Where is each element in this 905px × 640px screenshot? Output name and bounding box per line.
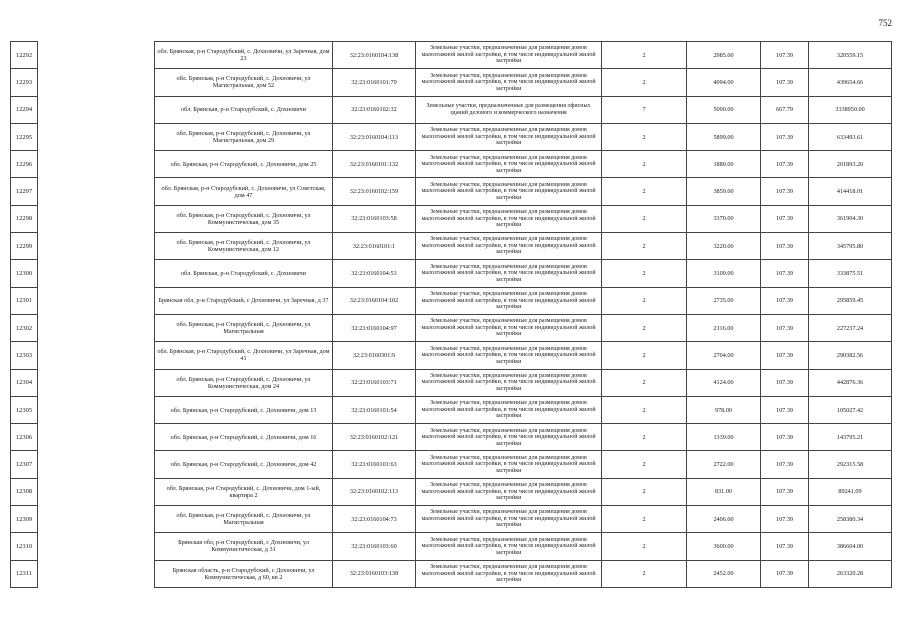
land-use-cell: Земельные участки, предназначенные для размещения домов малоэтажной жилой застройки, в том числе индивидуальной жилой застройки — [416, 260, 602, 287]
spacer-cell — [38, 233, 155, 260]
land-use-cell: Земельные участки, предназначенные для размещения домов малоэтажной жилой застройки, в том числе индивидуальной жилой застройки — [416, 451, 602, 478]
address-cell: Брянская область, р-н Стародубский, с Дохновичи, ул Коммунистическая, д 60, кв 2 — [155, 560, 333, 587]
cadastral-number-cell: 32:23:0160102:113 — [333, 478, 416, 505]
rate-cell: 107.39 — [761, 533, 809, 560]
spacer-cell — [38, 506, 155, 533]
row-id-cell: 12306 — [11, 424, 38, 451]
spacer-cell — [38, 314, 155, 341]
cadastral-value-cell: 105027.42 — [809, 396, 892, 423]
land-use-cell: Земельные участки, предназначенные для размещения домов малоэтажной жилой застройки, в том числе индивидуальной жилой застройки — [416, 178, 602, 205]
rate-cell: 667.79 — [761, 96, 809, 123]
cadastral-value-cell: 3338950.00 — [809, 96, 892, 123]
area-cell: 2452.00 — [687, 560, 761, 587]
table-row — [11, 69, 892, 96]
cadastral-value-cell: 320559.15 — [809, 42, 892, 69]
land-use-cell: Земельные участки, предназначенные для размещения домов малоэтажной жилой застройки, в том числе индивидуальной жилой застройки — [416, 396, 602, 423]
cadastral-value-cell: 361904.30 — [809, 205, 892, 232]
group-cell: 2 — [602, 233, 687, 260]
cadastral-value-cell: 290382.56 — [809, 342, 892, 369]
address-cell: обл. Брянская, р-н Стародубский, с. Дохновичи, ул Магистральная, дом 29 — [155, 123, 333, 150]
address-cell: обл. Брянская, р-н Стародубский, с. Дохновичи, дом 13 — [155, 396, 333, 423]
area-cell: 4124.00 — [687, 369, 761, 396]
area-cell: 3220.00 — [687, 233, 761, 260]
row-id-cell: 12310 — [11, 533, 38, 560]
cadastral-value-cell: 258380.34 — [809, 506, 892, 533]
address-cell: обл. Брянская, р-н Стародубский, с. Дохновичи, ул Коммунистическая, дом 35 — [155, 205, 333, 232]
cadastral-value-cell: 89241.09 — [809, 478, 892, 505]
land-use-cell: Земельные участки, предназначенные для размещения домов малоэтажной жилой застройки, в том числе индивидуальной жилой застройки — [416, 314, 602, 341]
page-number: 752 — [878, 18, 892, 28]
land-use-cell: Земельные участки, предназначенные для размещения домов малоэтажной жилой застройки, в том числе индивидуальной жилой застройки — [416, 560, 602, 587]
group-cell: 2 — [602, 506, 687, 533]
group-cell: 2 — [602, 560, 687, 587]
row-id-cell: 12295 — [11, 123, 38, 150]
cadastral-value-cell: 333875.51 — [809, 260, 892, 287]
area-cell: 831.00 — [687, 478, 761, 505]
area-cell: 2722.00 — [687, 451, 761, 478]
cadastral-number-cell: 32:23:0160104:138 — [333, 42, 416, 69]
row-id-cell: 12297 — [11, 178, 38, 205]
table-row — [11, 123, 892, 150]
row-id-cell: 12307 — [11, 451, 38, 478]
address-cell: обл. Брянская, р-н Стародубский, с. Дохновичи, дом 25 — [155, 151, 333, 178]
cadastral-value-cell: 345795.80 — [809, 233, 892, 260]
rate-cell: 107.39 — [761, 342, 809, 369]
area-cell: 3600.00 — [687, 533, 761, 560]
group-cell: 2 — [602, 287, 687, 314]
group-cell: 2 — [602, 396, 687, 423]
cadastral-number-cell: 32:23:0160104:53 — [333, 260, 416, 287]
spacer-cell — [38, 424, 155, 451]
spacer-cell — [38, 205, 155, 232]
land-use-cell: Земельные участки, предназначенные для размещения домов малоэтажной жилой застройки, в том числе индивидуальной жилой застройки — [416, 42, 602, 69]
cadastral-number-cell: 32:23:0160101:1 — [333, 233, 416, 260]
table-row — [11, 287, 892, 314]
row-id-cell: 12294 — [11, 96, 38, 123]
cadastral-value-cell: 633493.61 — [809, 123, 892, 150]
row-id-cell: 12305 — [11, 396, 38, 423]
cadastral-number-cell: 32:23:0160102:32 — [333, 96, 416, 123]
rate-cell: 107.39 — [761, 451, 809, 478]
group-cell: 2 — [602, 451, 687, 478]
land-registry-table — [10, 41, 892, 588]
group-cell: 2 — [602, 42, 687, 69]
table-row — [11, 205, 892, 232]
table-row — [11, 424, 892, 451]
row-id-cell: 12308 — [11, 478, 38, 505]
row-id-cell: 12311 — [11, 560, 38, 587]
group-cell: 2 — [602, 260, 687, 287]
area-cell: 3370.00 — [687, 205, 761, 232]
cadastral-number-cell: 32:23:0160301:9 — [333, 342, 416, 369]
cadastral-value-cell: 439654.66 — [809, 69, 892, 96]
spacer-cell — [38, 451, 155, 478]
row-id-cell: 12302 — [11, 314, 38, 341]
table-row — [11, 233, 892, 260]
land-use-cell: Земельные участки, предназначенные для размещения домов малоэтажной жилой застройки, в том числе индивидуальной жилой застройки — [416, 369, 602, 396]
area-cell: 3859.00 — [687, 178, 761, 205]
cadastral-number-cell: 32:23:0160103:58 — [333, 205, 416, 232]
row-id-cell: 12296 — [11, 151, 38, 178]
cadastral-value-cell: 386604.00 — [809, 533, 892, 560]
rate-cell: 107.39 — [761, 42, 809, 69]
spacer-cell — [38, 96, 155, 123]
table-row — [11, 369, 892, 396]
rate-cell: 107.39 — [761, 287, 809, 314]
spacer-cell — [38, 42, 155, 69]
group-cell: 2 — [602, 178, 687, 205]
land-use-cell: Земельные участки, предназначенные для размещения домов малоэтажной жилой застройки, в том числе индивидуальной жилой застройки — [416, 69, 602, 96]
table-row — [11, 451, 892, 478]
row-id-cell: 12298 — [11, 205, 38, 232]
cadastral-number-cell: 32:23:0160104:102 — [333, 287, 416, 314]
area-cell: 5000.00 — [687, 96, 761, 123]
land-use-cell: Земельные участки, предназначенные для размещения домов малоэтажной жилой застройки, в том числе индивидуальной жилой застройки — [416, 287, 602, 314]
table-row — [11, 260, 892, 287]
area-cell: 3109.00 — [687, 260, 761, 287]
cadastral-number-cell: 32:23:0160102:159 — [333, 178, 416, 205]
rate-cell: 107.39 — [761, 260, 809, 287]
address-cell: обл. Брянская, р-н Стародубский, с. Дохновичи, ул Магистральная — [155, 314, 333, 341]
area-cell: 2735.00 — [687, 287, 761, 314]
table-row — [11, 396, 892, 423]
row-id-cell: 12299 — [11, 233, 38, 260]
address-cell: обл. Брянская, р-н Стародубский, с. Дохновичи, ул Магистральная, дом 52 — [155, 69, 333, 96]
address-cell: обл. Брянская, р-н Стародубский, с. Дохновичи — [155, 96, 333, 123]
land-use-cell: Земельные участки, предназначенные для размещения домов малоэтажной жилой застройки, в том числе индивидуальной жилой застройки — [416, 506, 602, 533]
row-id-cell: 12300 — [11, 260, 38, 287]
address-cell: обл. Брянская, р-н Стародубский, с. Дохновичи, ул Советская, дом 47 — [155, 178, 333, 205]
area-cell: 2985.00 — [687, 42, 761, 69]
land-use-cell: Земельные участки, предназначенные для размещения домов малоэтажной жилой застройки, в том числе индивидуальной жилой застройки — [416, 424, 602, 451]
rate-cell: 107.39 — [761, 151, 809, 178]
cadastral-value-cell: 442876.36 — [809, 369, 892, 396]
rate-cell: 107.39 — [761, 478, 809, 505]
spacer-cell — [38, 396, 155, 423]
group-cell: 2 — [602, 478, 687, 505]
area-cell: 4094.00 — [687, 69, 761, 96]
land-use-cell: Земельные участки, предназначенные для размещения домов малоэтажной жилой застройки, в том числе индивидуальной жилой застройки — [416, 205, 602, 232]
cadastral-number-cell: 32:23:0160101:132 — [333, 151, 416, 178]
rate-cell: 107.39 — [761, 314, 809, 341]
table-body — [11, 42, 892, 588]
group-cell: 2 — [602, 424, 687, 451]
rate-cell: 107.39 — [761, 369, 809, 396]
land-use-cell: Земельные участки, предназначенные для размещения домов малоэтажной жилой застройки, в том числе индивидуальной жилой застройки — [416, 478, 602, 505]
table-row — [11, 506, 892, 533]
group-cell: 2 — [602, 314, 687, 341]
land-use-cell: Земельные участки, предназначенные для размещения домов малоэтажной жилой застройки, в том числе индивидуальной жилой застройки — [416, 233, 602, 260]
rate-cell: 107.39 — [761, 69, 809, 96]
table-row — [11, 560, 892, 587]
table-row — [11, 151, 892, 178]
table-row — [11, 533, 892, 560]
area-cell: 2116.00 — [687, 314, 761, 341]
area-cell: 2406.00 — [687, 506, 761, 533]
spacer-cell — [38, 533, 155, 560]
cadastral-number-cell: 32:23:0160102:121 — [333, 424, 416, 451]
cadastral-value-cell: 143795.21 — [809, 424, 892, 451]
group-cell: 2 — [602, 369, 687, 396]
address-cell: обл. Брянская, р-н Стародубский, с. Дохновичи, ул Коммунистическая, дом 12 — [155, 233, 333, 260]
cadastral-number-cell: 32:23:0160104:97 — [333, 314, 416, 341]
address-cell: обл. Брянская, р-н Стародубский, с. Дохновичи, ул Заречная, дом 23 — [155, 42, 333, 69]
cadastral-value-cell: 414418.01 — [809, 178, 892, 205]
address-cell: обл. Брянская, р-н Стародубский, с. Дохновичи, ул Заречная, дом 41 — [155, 342, 333, 369]
group-cell: 2 — [602, 151, 687, 178]
spacer-cell — [38, 260, 155, 287]
address-cell: обл. Брянская, р-н Стародубский, с. Дохновичи — [155, 260, 333, 287]
group-cell: 2 — [602, 342, 687, 369]
area-cell: 2704.00 — [687, 342, 761, 369]
area-cell: 5899.00 — [687, 123, 761, 150]
address-cell: обл. Брянская, р-н Стародубский, с. Дохновичи, дом 1-ый, квартира 2 — [155, 478, 333, 505]
spacer-cell — [38, 69, 155, 96]
address-cell: Брянская обл, р-н Стародубский, с Дохновичи, ул Заречная, д 37 — [155, 287, 333, 314]
spacer-cell — [38, 478, 155, 505]
cadastral-value-cell: 263320.28 — [809, 560, 892, 587]
cadastral-number-cell: 32:23:0160103:60 — [333, 533, 416, 560]
row-id-cell: 12292 — [11, 42, 38, 69]
table-row — [11, 314, 892, 341]
spacer-cell — [38, 123, 155, 150]
table-row — [11, 42, 892, 69]
group-cell: 7 — [602, 96, 687, 123]
cadastral-value-cell: 295859.45 — [809, 287, 892, 314]
address-cell: обл. Брянская, р-н Стародубский, с. Дохновичи, дом 42 — [155, 451, 333, 478]
row-id-cell: 12304 — [11, 369, 38, 396]
rate-cell: 107.39 — [761, 205, 809, 232]
address-cell: обл. Брянская, р-н Стародубский, с. Дохновичи, ул Магистральная — [155, 506, 333, 533]
rate-cell: 107.39 — [761, 560, 809, 587]
area-cell: 1339.00 — [687, 424, 761, 451]
land-use-cell: Земельные участки, предназначенные для размещения домов малоэтажной жилой застройки, в том числе индивидуальной жилой застройки — [416, 533, 602, 560]
rate-cell: 107.39 — [761, 233, 809, 260]
group-cell: 2 — [602, 205, 687, 232]
cadastral-number-cell: 32:23:0160103:138 — [333, 560, 416, 587]
land-use-cell: Земельные участки, предназначенные для размещения домов малоэтажной жилой застройки, в том числе индивидуальной жилой застройки — [416, 151, 602, 178]
address-cell: обл. Брянская, р-н Стародубский, с. Дохновичи, дом 16 — [155, 424, 333, 451]
spacer-cell — [38, 342, 155, 369]
area-cell: 1880.00 — [687, 151, 761, 178]
row-id-cell: 12303 — [11, 342, 38, 369]
cadastral-number-cell: 32:23:0160103:71 — [333, 369, 416, 396]
row-id-cell: 12309 — [11, 506, 38, 533]
spacer-cell — [38, 151, 155, 178]
spacer-cell — [38, 178, 155, 205]
address-cell: обл. Брянская, р-н Стародубский, с. Дохновичи, ул Коммунистическая, дом 24 — [155, 369, 333, 396]
spacer-cell — [38, 287, 155, 314]
cadastral-number-cell: 32:23:0160104:73 — [333, 506, 416, 533]
group-cell: 2 — [602, 533, 687, 560]
rate-cell: 107.39 — [761, 506, 809, 533]
cadastral-value-cell: 227237.24 — [809, 314, 892, 341]
cadastral-value-cell: 292315.58 — [809, 451, 892, 478]
spacer-cell — [38, 560, 155, 587]
cadastral-number-cell: 32:23:0160101:63 — [333, 451, 416, 478]
cadastral-number-cell: 32:23:0160104:113 — [333, 123, 416, 150]
row-id-cell: 12301 — [11, 287, 38, 314]
rate-cell: 107.39 — [761, 424, 809, 451]
rate-cell: 107.39 — [761, 123, 809, 150]
group-cell: 2 — [602, 69, 687, 96]
cadastral-value-cell: 201893.20 — [809, 151, 892, 178]
row-id-cell: 12293 — [11, 69, 38, 96]
group-cell: 2 — [602, 123, 687, 150]
cadastral-number-cell: 32:23:0160101:54 — [333, 396, 416, 423]
spacer-cell — [38, 369, 155, 396]
address-cell: Брянская обл, р-н Стародубский, с Дохновичи, ул Коммунистическая, д 31 — [155, 533, 333, 560]
table-row — [11, 342, 892, 369]
rate-cell: 107.39 — [761, 396, 809, 423]
table-row — [11, 178, 892, 205]
land-use-cell: Земельные участки, предназначенные для размещения офисных зданий делового и коммерческого назначения — [416, 96, 602, 123]
rate-cell: 107.39 — [761, 178, 809, 205]
land-use-cell: Земельные участки, предназначенные для размещения домов малоэтажной жилой застройки, в том числе индивидуальной жилой застройки — [416, 123, 602, 150]
area-cell: 978.00 — [687, 396, 761, 423]
table-row — [11, 478, 892, 505]
cadastral-number-cell: 32:23:0160101:79 — [333, 69, 416, 96]
table-row — [11, 96, 892, 123]
land-use-cell: Земельные участки, предназначенные для размещения домов малоэтажной жилой застройки, в том числе индивидуальной жилой застройки — [416, 342, 602, 369]
